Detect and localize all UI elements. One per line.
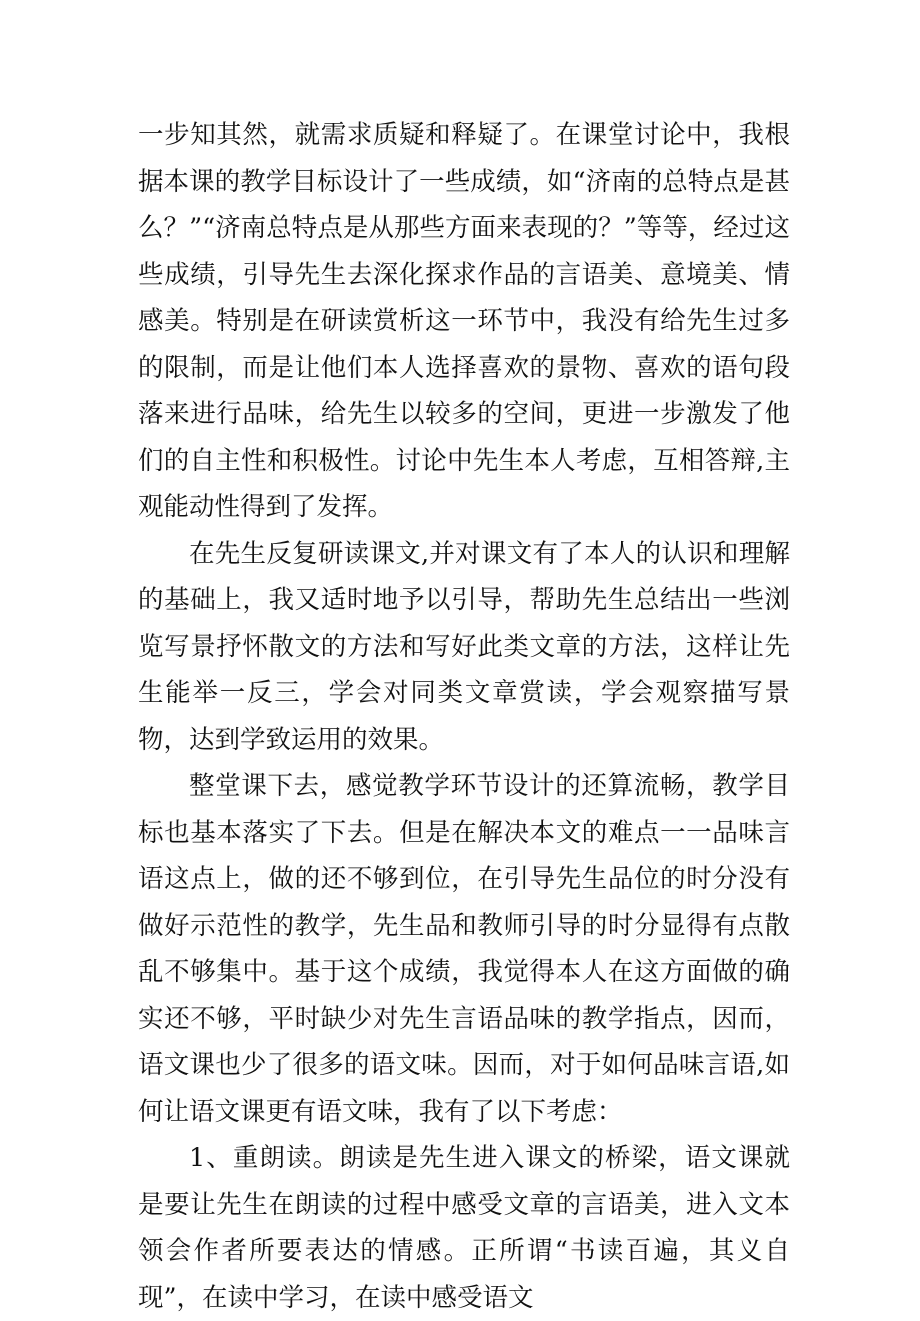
paragraph-reflection: 整堂课下去，感觉教学环节设计的还算流畅，教学目标也基本落实了下去。但是在解决本文的难点一一品味言语这点上，做的还不够到位，在引导先生品位的时分没有做好示范性的教学，先生品和教师引导的时分显得有点散乱不够集中。基于这个成绩，我觉得本人在这方面做的确实还不够，平时缺少对先生言语品味的教学指点，因而，语文课也少了很多的语文味。因而，对于如何品味言语,如何让语文课更有语文味，我有了以下考虑： [138, 771, 790, 1127]
document-body [138, 112, 790, 1321]
paragraph-guidance: 在先生反复研读课文,并对课文有了本人的认识和理解的基础上，我又适时地予以引导，帮助先生总结出一些浏览写景抒怀散文的方法和写好此类文章的方法，这样让先生能举一反三，学会对同类文章赏读，学会观察描写景物，达到学致运用的效果。 [138, 538, 790, 755]
paragraph-continuation: 一步知其然，就需求质疑和释疑了。在课堂讨论中，我根据本课的教学目标设计了一些成绩，如“济南的总特点是甚么？”“济南总特点是从那些方面来表现的？”等等，经过这些成绩，引导先生去深化探求作品的言语美、意境美、情感美。特别是在研读赏析这一环节中，我没有给先生过多的限制，而是让他们本人选择喜欢的景物、喜欢的语句段落来进行品味，给先生以较多的空间，更进一步激发了他们的自主性和积极性。讨论中先生本人考虑，互相答辩,主观能动性得到了发挥。 [138, 120, 790, 522]
paragraph-reading-aloud: 1、重朗读。朗读是先生进入课文的桥梁，语文课就是要让先生在朗读的过程中感受文章的言语美，进入文本领会作者所要表达的情感。正所谓“书读百遍，其义自现”，在读中学习，在读中感受语文 [138, 1143, 790, 1313]
